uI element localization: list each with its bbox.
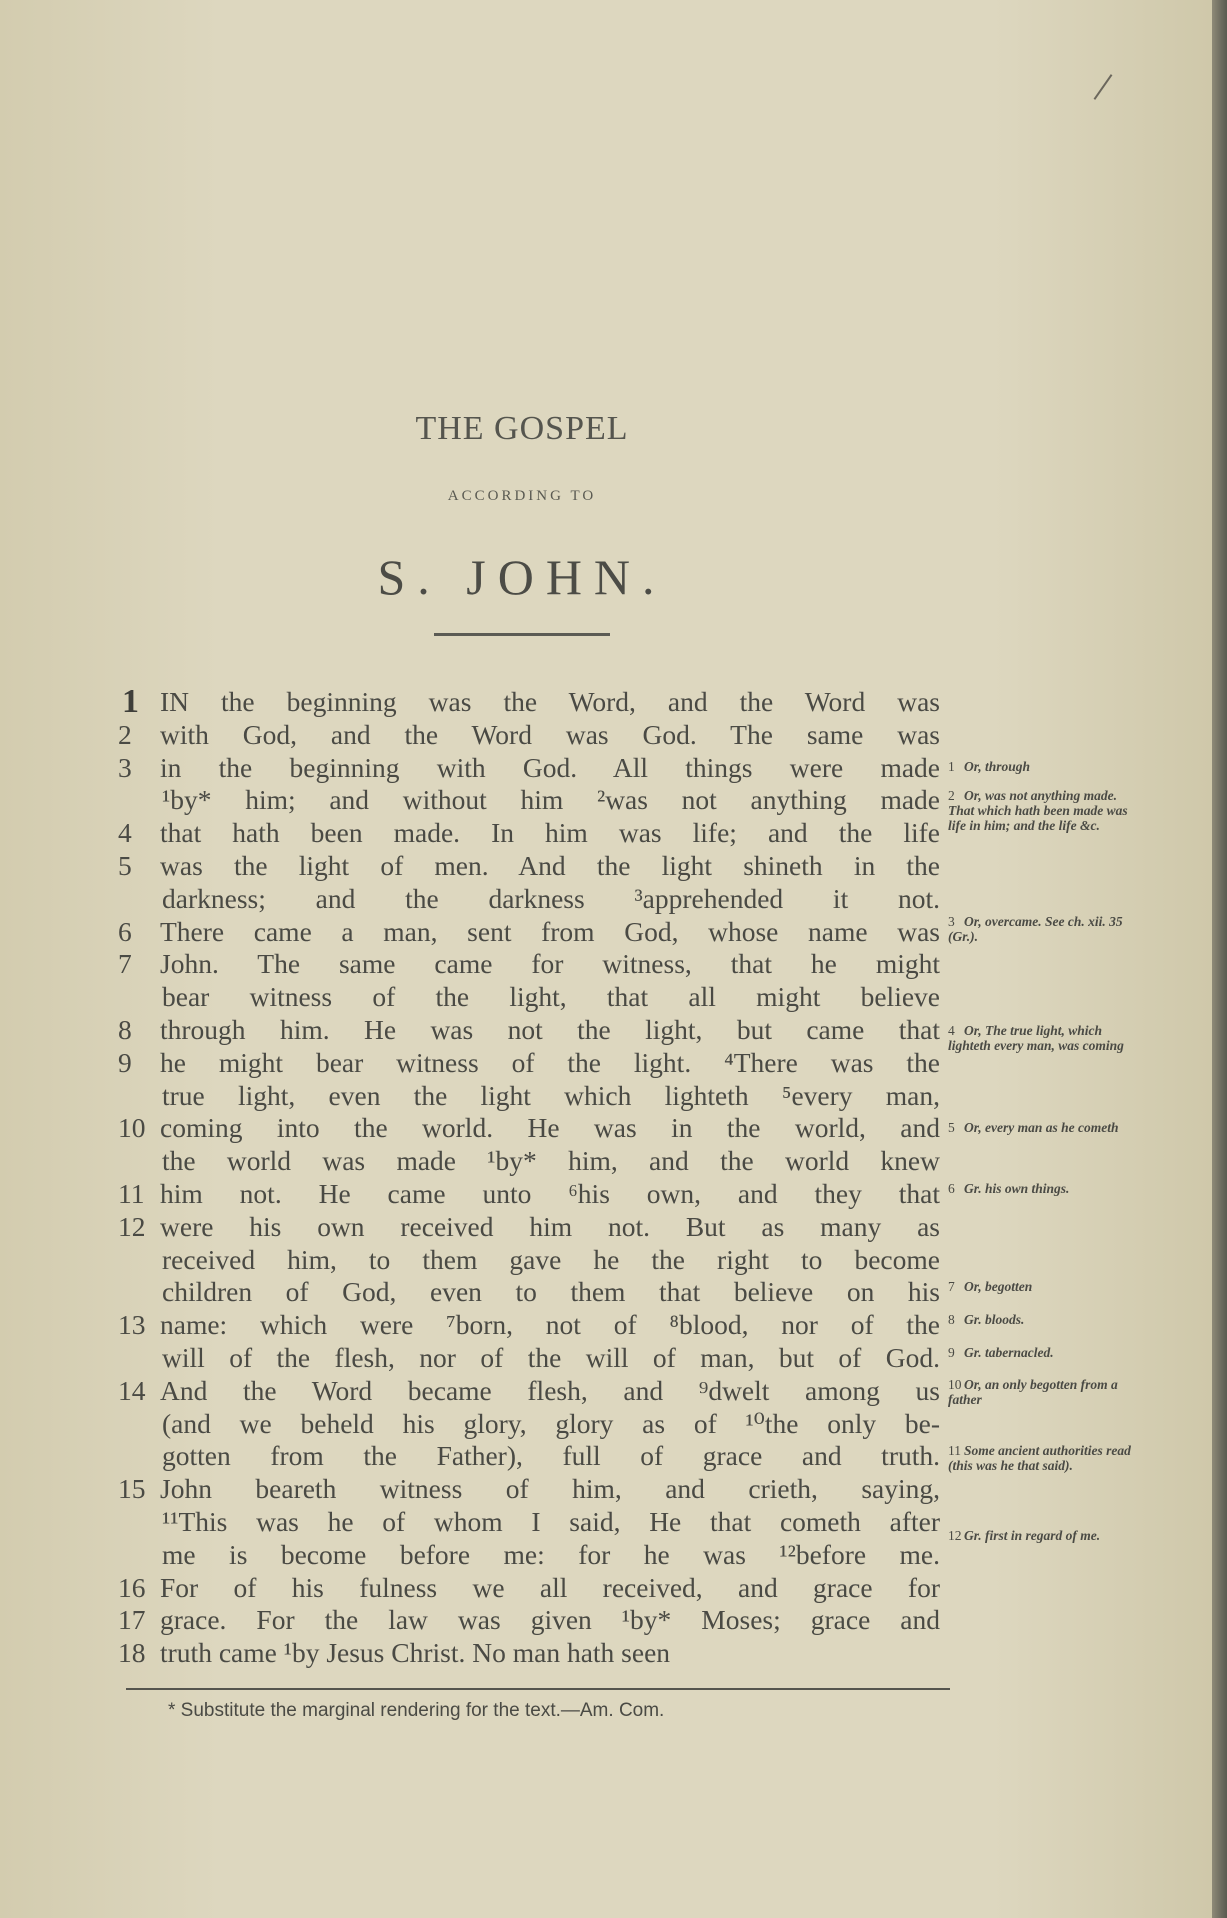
margin-note	[948, 1443, 1138, 1473]
line-text: ¹¹This was he of whom I said, He that cometh after	[162, 1505, 940, 1537]
title-divider	[434, 633, 610, 636]
margin-note	[948, 1345, 1138, 1360]
page-edge	[1212, 0, 1227, 1918]
line-text: And the Word became flesh, and ⁹dwelt among us	[160, 1374, 940, 1406]
margin-note	[948, 1120, 1138, 1135]
line-text: was the light of men. And the light shineth in the	[160, 849, 940, 881]
line-text: John. The same came for witness, that he might	[160, 948, 940, 980]
line-text: will of the flesh, nor of the will of man, but of God.	[162, 1341, 940, 1373]
verse-number: 14	[118, 1374, 146, 1406]
verse-number: 6	[118, 915, 132, 947]
text-line	[118, 1244, 948, 1277]
text-line	[118, 948, 948, 981]
margin-note-number: 9	[948, 1345, 955, 1360]
margin-note-text: Gr. first in regard of me.	[964, 1528, 1101, 1543]
verse-number: 7	[118, 948, 132, 980]
text-line	[118, 1572, 948, 1605]
verse-number: 3	[118, 751, 132, 783]
margin-note-number: 2	[948, 788, 955, 803]
line-text: in the beginning with God. All things were made	[160, 751, 940, 783]
line-text: received him, to them gave he the right to become	[162, 1243, 940, 1275]
verse-number: 18	[118, 1637, 146, 1669]
text-line	[118, 1014, 948, 1047]
margin-note-text: Or, overcame. See ch. xii. 35 (Gr.).	[948, 914, 1123, 944]
line-text: me is become before me: for he was ¹²before me.	[162, 1538, 940, 1570]
margin-note-number: 3	[948, 914, 955, 929]
margin-note-text: Or, The true light, which lighteth every man, was coming	[948, 1023, 1124, 1053]
margin-note	[948, 1279, 1138, 1294]
text-line	[118, 1408, 948, 1441]
text-line	[118, 1047, 948, 1080]
margin-note	[948, 1023, 1138, 1053]
margin-note-number: 4	[948, 1023, 955, 1038]
margin-note-number: 6	[948, 1181, 955, 1196]
text-line	[118, 752, 948, 785]
margin-note-number: 7	[948, 1279, 955, 1294]
text-line	[118, 850, 948, 883]
margin-note-text: Or, through	[964, 759, 1031, 774]
verse-number: 8	[118, 1013, 132, 1045]
text-line	[118, 883, 948, 916]
verse-number: 17	[118, 1604, 146, 1636]
margin-note	[948, 1528, 1138, 1543]
margin-note	[948, 759, 1138, 774]
line-text: For of his fulness we all received, and grace for	[160, 1571, 940, 1603]
page-subtitle: ACCORDING TO	[447, 488, 597, 504]
margin-note-text: Gr. bloods.	[964, 1312, 1025, 1327]
margin-note-text: Gr. tabernacled.	[964, 1345, 1054, 1360]
verse-number: 12	[118, 1210, 146, 1242]
line-text: ¹by* him; and without him ²was not anything made	[162, 784, 940, 816]
page-title: THE GOSPEL	[415, 410, 629, 447]
margin-note-text: Or, begotten	[964, 1279, 1033, 1294]
margin-note-text: Gr. his own things.	[964, 1181, 1070, 1196]
book-name: S. JOHN.	[377, 549, 667, 605]
text-line	[118, 981, 948, 1014]
verse-number: 10	[118, 1112, 146, 1144]
verse-number: 13	[118, 1309, 146, 1341]
line-text: coming into the world. He was in the world, and	[160, 1112, 940, 1144]
margin-note	[948, 1181, 1138, 1196]
chapter-number: 1	[122, 683, 139, 720]
text-line	[118, 1637, 948, 1670]
line-text: that hath been made. In him was life; and the life	[160, 817, 940, 849]
text-line	[118, 1145, 948, 1178]
text-line	[118, 1211, 948, 1244]
text-line	[118, 784, 948, 817]
text-line	[118, 916, 948, 949]
line-text: John beareth witness of him, and crieth, saying,	[160, 1473, 940, 1505]
margin-note-text: Or, was not anything made. That which hath been made was life in him; and the life &c.	[948, 788, 1128, 833]
line-text: gotten from the Father), full of grace and truth.	[162, 1440, 940, 1472]
text-line	[118, 1342, 948, 1375]
line-text: the world was made ¹by* him, and the world knew	[162, 1145, 940, 1177]
verse-text	[118, 683, 948, 1670]
text-line	[118, 1539, 948, 1572]
text-line	[118, 1473, 948, 1506]
verse-number: 4	[118, 817, 132, 849]
margin-note-number: 11	[948, 1443, 961, 1458]
line-text: There came a man, sent from God, whose name was	[160, 915, 940, 947]
text-line	[118, 1604, 948, 1637]
margin-note	[948, 788, 1138, 833]
verse-number: 2	[118, 718, 132, 750]
footnote-divider	[126, 1688, 950, 1690]
text-line	[118, 1506, 948, 1539]
line-text: name: which were ⁷born, not of ⁸blood, nor of the	[160, 1309, 940, 1341]
margin-note-number: 1	[948, 759, 955, 774]
line-text: truth came ¹by Jesus Christ. No man hath seen	[160, 1637, 671, 1669]
margin-note	[948, 1377, 1138, 1407]
margin-note	[948, 1312, 1138, 1327]
verse-number: 9	[118, 1046, 132, 1078]
line-text: were his own received him not. But as many as	[160, 1210, 940, 1242]
text-line	[118, 1276, 948, 1309]
text-line	[118, 1112, 948, 1145]
margin-note-number: 8	[948, 1312, 955, 1327]
margin-note-number: 5	[948, 1120, 955, 1135]
line-text: grace. For the law was given ¹by* Moses; grace and	[160, 1604, 940, 1636]
footnote: * Substitute the marginal rendering for the text.—Am. Com.	[168, 1700, 665, 1721]
text-line	[118, 683, 948, 720]
margin-note-text: Or, an only begotten from a father	[948, 1377, 1118, 1407]
line-text: he might bear witness of the light. ⁴There was the	[160, 1046, 940, 1078]
margin-note	[948, 914, 1138, 944]
text-line	[118, 1309, 948, 1342]
line-text: true light, even the light which lighteth ⁵every man,	[162, 1079, 940, 1111]
line-text: IN the beginning was the Word, and the Word was	[160, 686, 940, 717]
margin-note-text: Or, every man as he cometh	[964, 1120, 1119, 1135]
text-line	[118, 1178, 948, 1211]
verse-number: 15	[118, 1473, 146, 1505]
line-text: children of God, even to them that believe on his	[162, 1276, 940, 1308]
verse-number: 5	[118, 849, 132, 881]
verse-number: 11	[118, 1177, 145, 1209]
margin-note-number: 10	[948, 1377, 962, 1392]
line-text: bear witness of the light, that all might believe	[162, 981, 940, 1013]
verse-number: 16	[118, 1571, 146, 1603]
margin-note-text: Some ancient authorities read (this was he that said).	[948, 1443, 1131, 1473]
line-text: (and we beheld his glory, glory as of ¹⁰the only be-	[162, 1407, 940, 1439]
text-line	[118, 1080, 948, 1113]
text-line	[118, 1440, 948, 1473]
text-line	[118, 817, 948, 850]
margin-note-number: 12	[948, 1528, 962, 1543]
text-line	[118, 719, 948, 752]
line-text: through him. He was not the light, but came that	[160, 1013, 940, 1045]
text-line	[118, 1375, 948, 1408]
line-text: with God, and the Word was God. The same was	[160, 718, 940, 750]
line-text: him not. He came unto ⁶his own, and they that	[160, 1177, 940, 1209]
line-text: darkness; and the darkness ³apprehended it not.	[162, 882, 940, 914]
